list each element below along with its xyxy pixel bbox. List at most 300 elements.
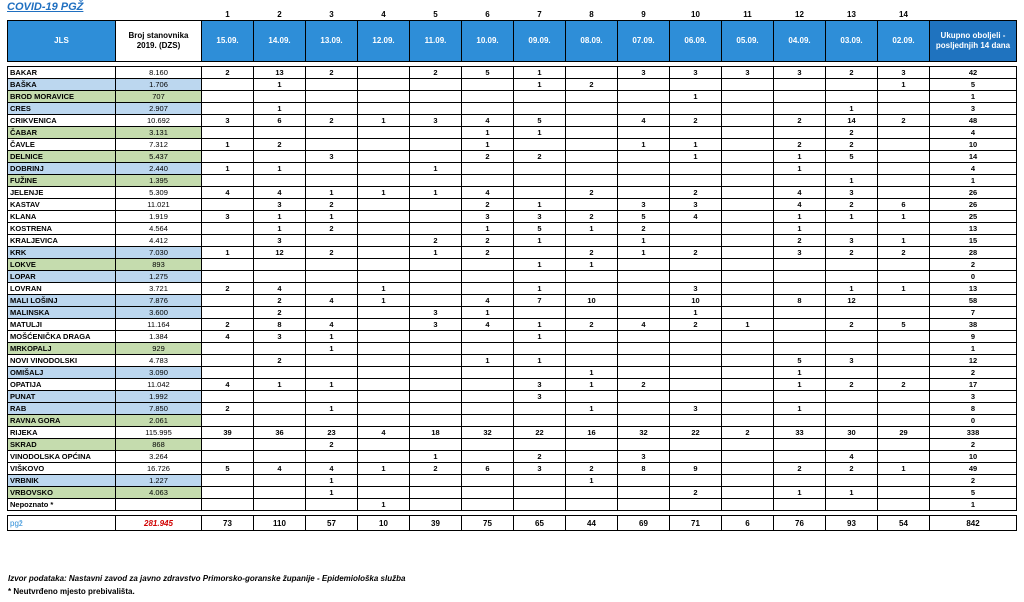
- case-count: 1: [774, 151, 826, 163]
- case-count: [826, 439, 878, 451]
- row-total: 1: [930, 343, 1017, 355]
- case-count: [358, 103, 410, 115]
- municipality-name: KLANA: [8, 211, 116, 223]
- case-count: [618, 163, 670, 175]
- case-count: 2: [826, 247, 878, 259]
- case-count: [254, 403, 306, 415]
- case-count: [618, 103, 670, 115]
- case-count: [358, 163, 410, 175]
- municipality-name: RAVNA GORA: [8, 415, 116, 427]
- case-count: [670, 415, 722, 427]
- case-count: [618, 499, 670, 511]
- case-count: 1: [202, 163, 254, 175]
- case-count: 5: [202, 463, 254, 475]
- case-count: [618, 367, 670, 379]
- case-count: [618, 259, 670, 271]
- header-date: 10.09.: [462, 21, 514, 62]
- case-count: [774, 343, 826, 355]
- case-count: [826, 163, 878, 175]
- daily-total: 93: [826, 516, 878, 531]
- case-count: 2: [566, 319, 618, 331]
- case-count: [254, 367, 306, 379]
- case-count: [826, 91, 878, 103]
- case-count: 4: [202, 379, 254, 391]
- case-count: [878, 271, 930, 283]
- case-count: [410, 355, 462, 367]
- case-count: [254, 499, 306, 511]
- case-count: [670, 451, 722, 463]
- case-count: 32: [618, 427, 670, 439]
- case-count: [306, 283, 358, 295]
- municipality-name: PUNAT: [8, 391, 116, 403]
- case-count: [878, 343, 930, 355]
- case-count: 39: [202, 427, 254, 439]
- case-count: [566, 487, 618, 499]
- row-total: 3: [930, 103, 1017, 115]
- case-count: 10: [670, 295, 722, 307]
- day-number: 11: [743, 9, 752, 19]
- header-date: 09.09.: [514, 21, 566, 62]
- case-count: [722, 331, 774, 343]
- case-count: [774, 175, 826, 187]
- case-count: [202, 487, 254, 499]
- case-count: 3: [670, 283, 722, 295]
- case-count: 3: [618, 199, 670, 211]
- row-total: 0: [930, 415, 1017, 427]
- table-row: [8, 499, 1017, 511]
- case-count: [202, 499, 254, 511]
- case-count: [514, 415, 566, 427]
- row-total: 42: [930, 67, 1017, 79]
- table-row: [8, 151, 1017, 163]
- case-count: [358, 79, 410, 91]
- row-total: 8: [930, 403, 1017, 415]
- case-count: [358, 91, 410, 103]
- case-count: [878, 295, 930, 307]
- case-count: 2: [306, 67, 358, 79]
- case-count: [358, 415, 410, 427]
- case-count: [514, 91, 566, 103]
- population-value: 2.440: [116, 163, 202, 175]
- case-count: 1: [774, 163, 826, 175]
- case-count: [462, 439, 514, 451]
- population-value: 2.061: [116, 415, 202, 427]
- case-count: 2: [774, 139, 826, 151]
- population-value: 7.030: [116, 247, 202, 259]
- case-count: 2: [254, 355, 306, 367]
- case-count: [358, 139, 410, 151]
- case-count: 3: [410, 307, 462, 319]
- case-count: [358, 451, 410, 463]
- case-count: 1: [566, 367, 618, 379]
- case-count: [774, 91, 826, 103]
- municipality-name: VINODOLSKA OPĆINA: [8, 451, 116, 463]
- case-count: [670, 475, 722, 487]
- case-count: [566, 199, 618, 211]
- case-count: 1: [566, 223, 618, 235]
- case-count: [670, 163, 722, 175]
- case-count: [254, 475, 306, 487]
- case-count: 1: [254, 103, 306, 115]
- case-count: 2: [566, 463, 618, 475]
- case-count: 1: [514, 235, 566, 247]
- case-count: [722, 355, 774, 367]
- table-row: [8, 427, 1017, 439]
- case-count: [202, 391, 254, 403]
- case-count: 1: [878, 283, 930, 295]
- case-count: [826, 307, 878, 319]
- case-count: [306, 259, 358, 271]
- case-count: [514, 487, 566, 499]
- case-count: 1: [878, 79, 930, 91]
- case-count: [462, 451, 514, 463]
- case-count: 2: [410, 235, 462, 247]
- case-count: [722, 199, 774, 211]
- population-value: 4.412: [116, 235, 202, 247]
- case-count: [358, 391, 410, 403]
- population-value: 11.164: [116, 319, 202, 331]
- case-count: [358, 487, 410, 499]
- municipality-name: FUŽINE: [8, 175, 116, 187]
- case-count: [826, 499, 878, 511]
- table-row: [8, 391, 1017, 403]
- population-value: 7.312: [116, 139, 202, 151]
- municipality-name: KOSTRENA: [8, 223, 116, 235]
- header-date: 02.09.: [878, 21, 930, 62]
- case-count: 1: [462, 223, 514, 235]
- case-count: 3: [774, 67, 826, 79]
- day-number: 10: [691, 9, 700, 19]
- table-row: [8, 451, 1017, 463]
- municipality-name: LOVRAN: [8, 283, 116, 295]
- case-count: [462, 175, 514, 187]
- row-total: 338: [930, 427, 1017, 439]
- case-count: 4: [774, 187, 826, 199]
- case-count: 2: [410, 463, 462, 475]
- day-number: 5: [433, 9, 438, 19]
- case-count: [202, 235, 254, 247]
- case-count: 2: [618, 223, 670, 235]
- case-count: 2: [566, 211, 618, 223]
- case-count: [878, 403, 930, 415]
- case-count: [566, 163, 618, 175]
- case-count: 3: [254, 199, 306, 211]
- case-count: [514, 475, 566, 487]
- case-count: 3: [826, 187, 878, 199]
- case-count: [774, 79, 826, 91]
- case-count: 29: [878, 427, 930, 439]
- case-count: [514, 403, 566, 415]
- row-total: 2: [930, 475, 1017, 487]
- row-total: 0: [930, 271, 1017, 283]
- case-count: [514, 139, 566, 151]
- population-value: [116, 499, 202, 511]
- case-count: [306, 367, 358, 379]
- case-count: 1: [826, 211, 878, 223]
- case-count: 36: [254, 427, 306, 439]
- case-count: [462, 331, 514, 343]
- case-count: 1: [306, 211, 358, 223]
- population-value: 3.131: [116, 127, 202, 139]
- case-count: 2: [462, 151, 514, 163]
- row-total: 28: [930, 247, 1017, 259]
- case-count: [462, 367, 514, 379]
- footnote: * Neutvrđeno mjesto prebivališta.: [8, 587, 135, 596]
- municipality-name: CRIKVENICA: [8, 115, 116, 127]
- case-count: [774, 271, 826, 283]
- case-count: [358, 151, 410, 163]
- case-count: [514, 103, 566, 115]
- table-row: [8, 139, 1017, 151]
- case-count: [722, 379, 774, 391]
- case-count: [358, 175, 410, 187]
- case-count: 3: [202, 211, 254, 223]
- case-count: [878, 151, 930, 163]
- table-row: [8, 79, 1017, 91]
- case-count: 1: [670, 139, 722, 151]
- case-count: 1: [878, 211, 930, 223]
- case-count: [410, 271, 462, 283]
- case-count: 4: [462, 115, 514, 127]
- case-count: [618, 415, 670, 427]
- case-count: [410, 487, 462, 499]
- case-count: 2: [306, 439, 358, 451]
- case-count: 2: [254, 307, 306, 319]
- table-row: [8, 103, 1017, 115]
- municipality-name: VIŠKOVO: [8, 463, 116, 475]
- case-count: [774, 319, 826, 331]
- case-count: [618, 79, 670, 91]
- case-count: 1: [618, 235, 670, 247]
- table-row: [8, 235, 1017, 247]
- case-count: [358, 223, 410, 235]
- header-date: 12.09.: [358, 21, 410, 62]
- case-count: [566, 271, 618, 283]
- row-total: 15: [930, 235, 1017, 247]
- case-count: 1: [306, 475, 358, 487]
- case-count: 1: [722, 319, 774, 331]
- row-total: 1: [930, 175, 1017, 187]
- population-value: 2.907: [116, 103, 202, 115]
- case-count: 2: [774, 463, 826, 475]
- daily-total: 69: [618, 516, 670, 531]
- table-row: [8, 319, 1017, 331]
- case-count: [722, 475, 774, 487]
- case-count: 9: [670, 463, 722, 475]
- case-count: 13: [254, 67, 306, 79]
- case-count: 32: [462, 427, 514, 439]
- case-count: [722, 223, 774, 235]
- row-total: 1: [930, 91, 1017, 103]
- case-count: [254, 451, 306, 463]
- case-count: [826, 403, 878, 415]
- case-count: 1: [774, 379, 826, 391]
- case-count: 1: [358, 283, 410, 295]
- table-row: [8, 331, 1017, 343]
- table-row: [8, 415, 1017, 427]
- case-count: [878, 127, 930, 139]
- case-count: [722, 139, 774, 151]
- case-count: [670, 79, 722, 91]
- case-count: 1: [774, 223, 826, 235]
- case-count: 3: [254, 235, 306, 247]
- case-count: [306, 451, 358, 463]
- case-count: [722, 247, 774, 259]
- case-count: [358, 307, 410, 319]
- case-count: [410, 91, 462, 103]
- case-count: 8: [618, 463, 670, 475]
- case-count: [722, 175, 774, 187]
- population-value: 868: [116, 439, 202, 451]
- case-count: 1: [254, 163, 306, 175]
- row-total: 48: [930, 115, 1017, 127]
- case-count: 1: [566, 259, 618, 271]
- case-count: 1: [254, 211, 306, 223]
- population-value: 11.021: [116, 199, 202, 211]
- daily-total: 110: [254, 516, 306, 531]
- row-total: 7: [930, 307, 1017, 319]
- case-count: [722, 391, 774, 403]
- case-count: 22: [514, 427, 566, 439]
- case-count: [202, 271, 254, 283]
- case-count: [618, 271, 670, 283]
- case-count: 2: [462, 235, 514, 247]
- case-count: [878, 139, 930, 151]
- case-count: [670, 355, 722, 367]
- case-count: [410, 403, 462, 415]
- case-count: 5: [514, 115, 566, 127]
- case-count: 3: [254, 331, 306, 343]
- case-count: [410, 391, 462, 403]
- case-count: 1: [254, 379, 306, 391]
- case-count: 3: [826, 355, 878, 367]
- municipality-name: LOKVE: [8, 259, 116, 271]
- table-row: [8, 223, 1017, 235]
- case-count: [358, 343, 410, 355]
- case-count: [826, 259, 878, 271]
- case-count: 4: [826, 451, 878, 463]
- case-count: [202, 259, 254, 271]
- case-count: 1: [462, 307, 514, 319]
- case-count: 2: [774, 115, 826, 127]
- case-count: 2: [566, 79, 618, 91]
- case-count: 1: [306, 331, 358, 343]
- case-count: [618, 331, 670, 343]
- case-count: [410, 367, 462, 379]
- case-count: 2: [410, 67, 462, 79]
- case-count: [202, 415, 254, 427]
- case-count: 1: [254, 223, 306, 235]
- table-row: [8, 343, 1017, 355]
- case-count: [618, 403, 670, 415]
- table-row: [8, 367, 1017, 379]
- population-value: 4.783: [116, 355, 202, 367]
- population-value: 10.692: [116, 115, 202, 127]
- case-count: [202, 127, 254, 139]
- case-count: 1: [410, 451, 462, 463]
- case-count: 3: [722, 67, 774, 79]
- case-count: [462, 487, 514, 499]
- case-count: [306, 499, 358, 511]
- case-count: 2: [514, 151, 566, 163]
- case-count: 3: [514, 463, 566, 475]
- case-count: [566, 175, 618, 187]
- case-count: [670, 103, 722, 115]
- population-value: 1.384: [116, 331, 202, 343]
- case-count: [410, 259, 462, 271]
- case-count: [514, 439, 566, 451]
- header-date: 11.09.: [410, 21, 462, 62]
- row-total: 10: [930, 451, 1017, 463]
- case-count: 4: [462, 187, 514, 199]
- case-count: 2: [826, 463, 878, 475]
- case-count: 4: [306, 319, 358, 331]
- municipality-name: JELENJE: [8, 187, 116, 199]
- table-row: [8, 67, 1017, 79]
- case-count: [514, 271, 566, 283]
- case-count: [202, 175, 254, 187]
- population-value: 16.726: [116, 463, 202, 475]
- row-total: 38: [930, 319, 1017, 331]
- day-number: 7: [537, 9, 542, 19]
- case-count: 8: [774, 295, 826, 307]
- case-count: [514, 163, 566, 175]
- table-row: [8, 163, 1017, 175]
- municipality-name: DOBRINJ: [8, 163, 116, 175]
- case-count: 1: [358, 295, 410, 307]
- case-count: [254, 343, 306, 355]
- case-count: [306, 91, 358, 103]
- population-value: 3.600: [116, 307, 202, 319]
- row-total: 5: [930, 79, 1017, 91]
- case-count: [618, 439, 670, 451]
- case-count: 1: [826, 103, 878, 115]
- case-count: 1: [462, 127, 514, 139]
- table-row: [8, 475, 1017, 487]
- case-count: [202, 199, 254, 211]
- municipality-name: VRBOVSKO: [8, 487, 116, 499]
- case-count: 1: [202, 139, 254, 151]
- case-count: 1: [514, 355, 566, 367]
- day-number-row: [8, 8, 1017, 21]
- case-count: [462, 259, 514, 271]
- row-total: 49: [930, 463, 1017, 475]
- case-count: [202, 475, 254, 487]
- row-total: 26: [930, 187, 1017, 199]
- case-count: [670, 343, 722, 355]
- case-count: [618, 343, 670, 355]
- case-count: 1: [826, 487, 878, 499]
- case-count: [670, 499, 722, 511]
- case-count: 2: [618, 379, 670, 391]
- municipality-name: OMIŠALJ: [8, 367, 116, 379]
- table-row: [8, 91, 1017, 103]
- case-count: [462, 475, 514, 487]
- case-count: [878, 391, 930, 403]
- case-count: [306, 271, 358, 283]
- header-total: Ukupno oboljeli - posljednjih 14 dana: [930, 21, 1017, 62]
- case-count: 1: [774, 487, 826, 499]
- case-count: [722, 187, 774, 199]
- case-count: 7: [514, 295, 566, 307]
- case-count: [722, 91, 774, 103]
- municipality-name: KRALJEVICA: [8, 235, 116, 247]
- case-count: 2: [826, 199, 878, 211]
- case-count: [306, 391, 358, 403]
- case-count: [202, 439, 254, 451]
- case-count: [202, 367, 254, 379]
- case-count: [722, 235, 774, 247]
